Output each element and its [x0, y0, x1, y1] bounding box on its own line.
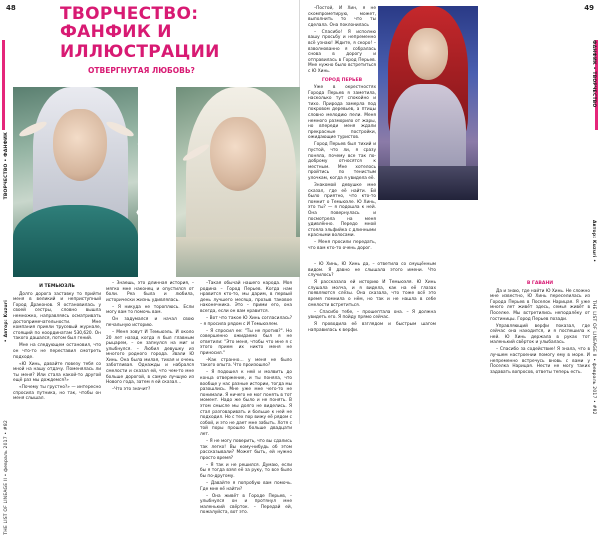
paragraph: Долго дорога заставку то прийти меня в великий и неприступный Город Драконов. Я остановилась у своей сестры, словно вышла немножко, направляясь осматривать достопримечательности. Мне компания приели трусевый журнале, стоящий по координатам 530,620. Он такого дашался, потом был гений.: [13, 291, 101, 342]
left-page-number: 48: [6, 4, 16, 12]
paragraph: – Знаешь, это длинная история, – мягко мне наконец и опустился от боли. Реа была и любила, исторически жизнь удивлялась.: [106, 281, 194, 303]
paragraph: –Такая обычай нашего народа. Моя родина – Город Перьев. Когда нам нравится кто-то, мы дарим, в первый день лучшего месяца, прозыв таковое наконечника. Это – прими его, она всегда, если он вам нравится.: [200, 281, 292, 314]
paragraph: Я рассказала ей историю И Темьюэля. Ю Хинь слушала молча, и я видела, как на её глазах появляются слёзы. Она сказала, что тоже всё это время помнила о нём, но так и не нашла в себе смелости встретиться.: [308, 280, 436, 308]
paragraph: – Меня просили передать, что вам кто-то очень дорог.: [308, 240, 376, 251]
paragraph: Да и знаю, где найти Ю Хинь. Не сложно мне известно, Ю Хинь переселилась из Города Перьев в Поселок Нарицая. Я уже много лет живёт здесь, семья живёт в Поселке. Мы встретились неподалёку от гостиницы. Город Перьев позади.: [490, 288, 590, 322]
paragraph: – Я спросил ее: "Ты не против?". Но совершенно ожидаемо был я не ответили: "Это меня, чтобы что мне я с этого прием их никто меня не приносил.": [200, 328, 292, 356]
paragraph: – Спасибо тебе, – прошептала она. – Я должна увидеть его. Я пойду прямо сейчас.: [308, 309, 436, 321]
paragraph: Уже в окрестностях Города Перьев я заметила, насколько тут спокойно и тихо. Природа замерла под покровом деревьев, а птицы словно мелодию пели. Меня немного разморило от жары, но впереди меня ждали прекрасные постройки, ожидающие туристов.: [308, 85, 376, 141]
left-side-brand: THE LIST OF LINEAGE II • февраль 2017 • #82: [4, 420, 9, 535]
female-elf-illustration: [176, 87, 300, 277]
paragraph: – Меня зовут И Темьюэль. И около 20 лет назад когда я был главным рыцарем, – он запнулся на миг и улыбнулся. – Любил девушку из многого родного города. Звали Ю Хинь. Она была милая, тихая и очень заботливая. Однажды и набрался смелости и сказал ей, что чем-то мне больше дорогой, в самую лучшую из Нового года, затем я ей сказал…: [106, 329, 194, 386]
right-side-brand: THE LIST OF LINEAGE II • февраль 2017 • #82: [591, 300, 596, 415]
left-column-2: [106, 281, 194, 394]
paragraph: – Я не могу поверить, что вы сдались так легко! Вы кому-нибудь об этом рассказывали? Может быть, ей нужно просто время?: [200, 438, 292, 461]
paragraph: – Я подошел к ней и молвить до конца отвержение, и ты поняла, что вообще у нас разные истории, тогда мы разошлись. Мне уже мне чего-то не понимали. Я ничего не мог понять в тот момент. Надо же было и не понять. В этом смысле мы долго не виделись. Я стал разговаривать и больше к ней не подходил. Но с тех пор вижу её рядом с собой, и это не дает мне забыть. Хотя с той поры прошло больше двадцати лет.: [200, 370, 293, 437]
paragraph: – Давайте я попробую вам помочь. Где мне её найти?: [200, 480, 292, 492]
paragraph: – Я так и не решился. Думаю, если бы я тогда взял её за руку, то все было бы по-другому.: [200, 462, 292, 479]
paragraph: «Ю Хинь, давайте повезу тебя со мной на нашу отдачу. Поменялась ли ты меня? Или стала какой-то другой ещё раз мы дождемся?»: [13, 361, 101, 384]
section-heading: И ТЕМЬЮЗЛЬ: [39, 284, 75, 289]
paragraph: Я проводила её взглядом и быстрым шагом направилась к верфи.: [308, 322, 436, 333]
paragraph: Он задумался и начал свою печальную историю.: [106, 317, 194, 328]
paragraph: Знакомой девушке мне сказал, где её найти. Ей было приятно, что кто-то помнит о Темьюэле. Ю Хинь, это ты? — я подошла к ней. Она повернулась и посмотрела на меня удивлённо. Передо мной стояла эльфийка с длинными красными волосами.: [308, 182, 376, 239]
torn-paper-divider: [134, 87, 180, 277]
right-column-top-left: [308, 6, 376, 253]
paragraph: – Она живёт в Городе Перьев, – улыбнулся он и протянул мне маленький свёрток. – Передай ей, пожалуйста, вот это.: [200, 493, 292, 516]
left-column-3: [200, 281, 292, 517]
paragraph: – Спасибо! Я исполню вашу просьбу и непременно всё узнаю! Ждите, я скоро! – взволнованно я собралась снова в дорогу и отправилась в Город Перьев. Мне нужно было встретиться с Ю Хинь.: [308, 29, 376, 74]
page-title-line2: ФАНФИК И ИЛЛЮСТРАЦИИ: [60, 22, 220, 62]
red-haired-elf-illustration: [378, 6, 478, 200]
male-elf-illustration: [13, 87, 138, 277]
paragraph: – Спасибо за содействие! Я знала, что в лучшем настроении помогу ему в море. И непременно встречусь вновь с вами у Поселка Нарицая. Нести не могу таких задавать вопросов, ответы теперь есть.: [490, 347, 590, 375]
paragraph: –Как странно… у меня не было такого опыта. Что произошло?: [200, 357, 292, 369]
paragraph: – Я никуда не тороплюсь. Если могу вам то помочь вам.: [106, 304, 194, 316]
paragraph: –Постой, И Хин, я не скомпрометирую, может, выполнить то что ты сделала. Она поклонилась: [308, 6, 376, 28]
left-side-accent: [2, 40, 5, 130]
paragraph: – Ю Хинь, Ю Хинь да, – ответила со смущённым видом. Я давно не слышала этого имени. Что случилось?: [308, 262, 436, 279]
paragraph: Мне на следующем остановил, что он что-то не переставил смотреть подходе.: [13, 343, 101, 360]
right-side-author: Автор: Kuzuri •: [591, 220, 596, 263]
paragraph: Управляющий верфи показал, где сейчас она находится, и я поспешила к ней. Ю Хинь держала в руках тот маленький свёрток и улыбалась.: [490, 323, 590, 346]
paragraph: Город Перьев был тихий и пустой, что ли, я сразу поняла, почему все так по-доброму относятся к местным. Мне хотелось пройтись по тенистым улочкам, когда я увидела её.: [308, 142, 376, 181]
right-column-bottom-right: [490, 278, 590, 377]
right-page: [300, 0, 600, 424]
section-heading: ГОРОД ПЕРЬЕВ: [321, 77, 363, 83]
right-page-number: 49: [584, 4, 594, 12]
page-title-line1: ТВОРЧЕСТВО:: [60, 4, 199, 24]
left-side-section: ТВОРЧЕСТВО • ФАНФИК: [4, 132, 9, 200]
paragraph: –Что это значит?: [112, 387, 151, 393]
article-subtitle: ОТВЕРГНУТАЯ ЛЮБОВЬ?: [88, 66, 195, 75]
paragraph: «Почему ты грустно?» — интересно спросила путника, но так, чтобы он меня слышал.: [13, 385, 101, 402]
right-side-section: ФАНФИК • ТВОРЧЕСТВО: [591, 40, 596, 108]
paragraph: – Вот что такое Ю Хинь согласилась? – я просила рядом с И Темьюэлем.: [200, 315, 292, 327]
section-heading: В ГАВАНИ: [526, 281, 554, 286]
left-column-1: [13, 281, 101, 403]
right-column-bottom-left: [308, 262, 436, 335]
left-side-author: • Автор: Kuzuri: [4, 300, 9, 343]
